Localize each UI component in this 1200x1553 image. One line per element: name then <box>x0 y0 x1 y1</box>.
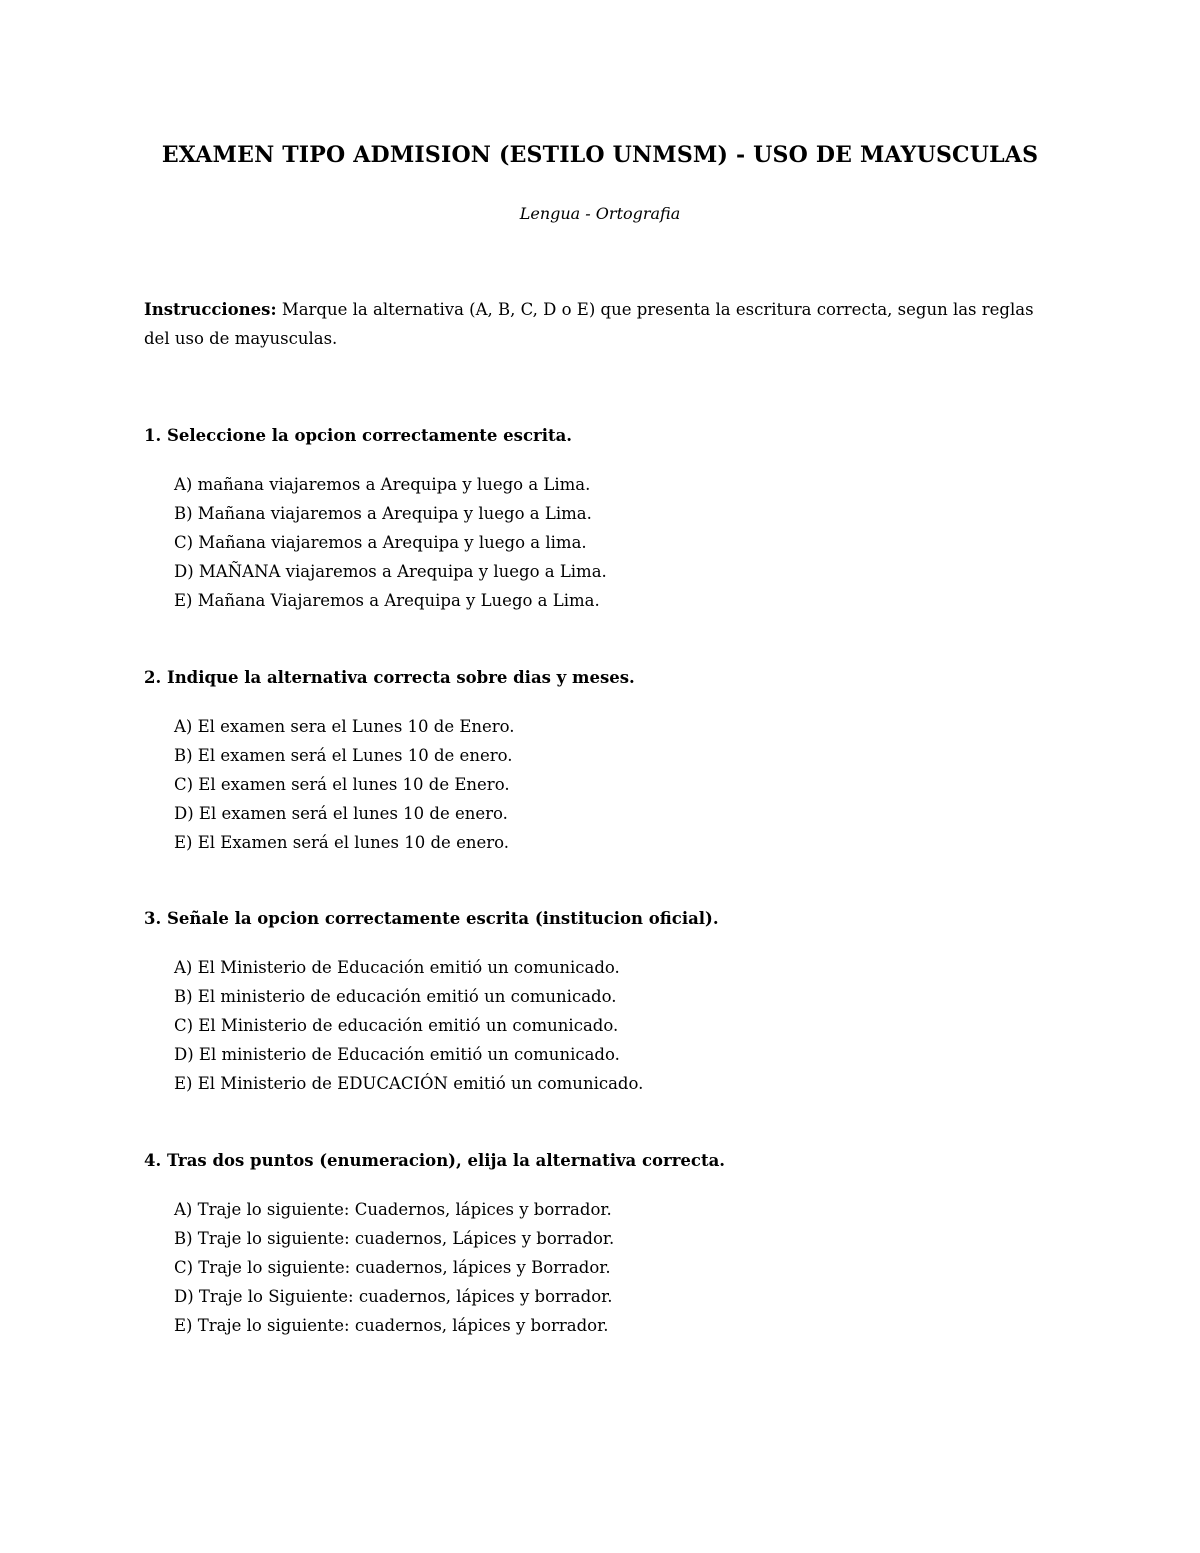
option-c: C) El Ministerio de educación emitió un comunicado. <box>174 1016 619 1035</box>
instructions <box>144 295 1044 353</box>
option-c: C) El examen será el lunes 10 de Enero. <box>174 775 510 794</box>
option-b: B) El ministerio de educación emitió un comunicado. <box>174 987 617 1006</box>
option-c: C) Traje lo siguiente: cuadernos, lápices y Borrador. <box>174 1258 611 1277</box>
option-d: D) El ministerio de Educación emitió un comunicado. <box>174 1045 620 1064</box>
option-b: B) El examen será el Lunes 10 de enero. <box>174 746 513 765</box>
option-d: D) MAÑANA viajaremos a Arequipa y luego a Lima. <box>174 562 607 581</box>
question-1 <box>144 424 1064 615</box>
question-4 <box>144 1149 1064 1340</box>
option-e: E) El Ministerio de EDUCACIÓN emitió un comunicado. <box>174 1074 644 1093</box>
question-text: 1. Seleccione la opcion correctamente escrita. <box>144 426 573 445</box>
option-a: A) El Ministerio de Educación emitió un comunicado. <box>174 958 620 977</box>
option-e: E) Traje lo siguiente: cuadernos, lápices y borrador. <box>174 1316 609 1335</box>
options-list <box>144 1195 1064 1340</box>
option-b: B) Traje lo siguiente: cuadernos, Lápices y borrador. <box>174 1229 615 1248</box>
page-title: EXAMEN TIPO ADMISION (ESTILO UNMSM) - USO DE MAYUSCULAS <box>161 142 1039 168</box>
instructions-text: Marque la alternativa (A, B, C, D o E) que presenta la escritura correcta, segun las reglas del uso de mayusculas. <box>144 300 1034 348</box>
option-a: A) El examen sera el Lunes 10 de Enero. <box>174 717 515 736</box>
options-list <box>144 712 1064 857</box>
option-d: D) Traje lo Siguiente: cuadernos, lápices y borrador. <box>174 1287 613 1306</box>
question-2 <box>144 666 1064 857</box>
question-3 <box>144 907 1064 1098</box>
options-list <box>144 470 1064 615</box>
instructions-label: Instrucciones: <box>144 300 277 319</box>
option-d: D) El examen será el lunes 10 de enero. <box>174 804 508 823</box>
option-b: B) Mañana viajaremos a Arequipa y luego a Lima. <box>174 504 592 523</box>
option-a: A) Traje lo siguiente: Cuadernos, lápices y borrador. <box>174 1200 612 1219</box>
page-subtitle: Lengua - Ortografia <box>519 204 681 223</box>
options-list <box>144 953 1064 1098</box>
question-text: 2. Indique la alternativa correcta sobre dias y meses. <box>144 668 635 687</box>
question-text: 4. Tras dos puntos (enumeracion), elija la alternativa correcta. <box>144 1151 726 1170</box>
option-c: C) Mañana viajaremos a Arequipa y luego a lima. <box>174 533 587 552</box>
option-e: E) Mañana Viajaremos a Arequipa y Luego a Lima. <box>174 591 600 610</box>
question-text: 3. Señale la opcion correctamente escrita (institucion oficial). <box>144 909 719 928</box>
option-e: E) El Examen será el lunes 10 de enero. <box>174 833 510 852</box>
option-a: A) mañana viajaremos a Arequipa y luego a Lima. <box>174 475 591 494</box>
